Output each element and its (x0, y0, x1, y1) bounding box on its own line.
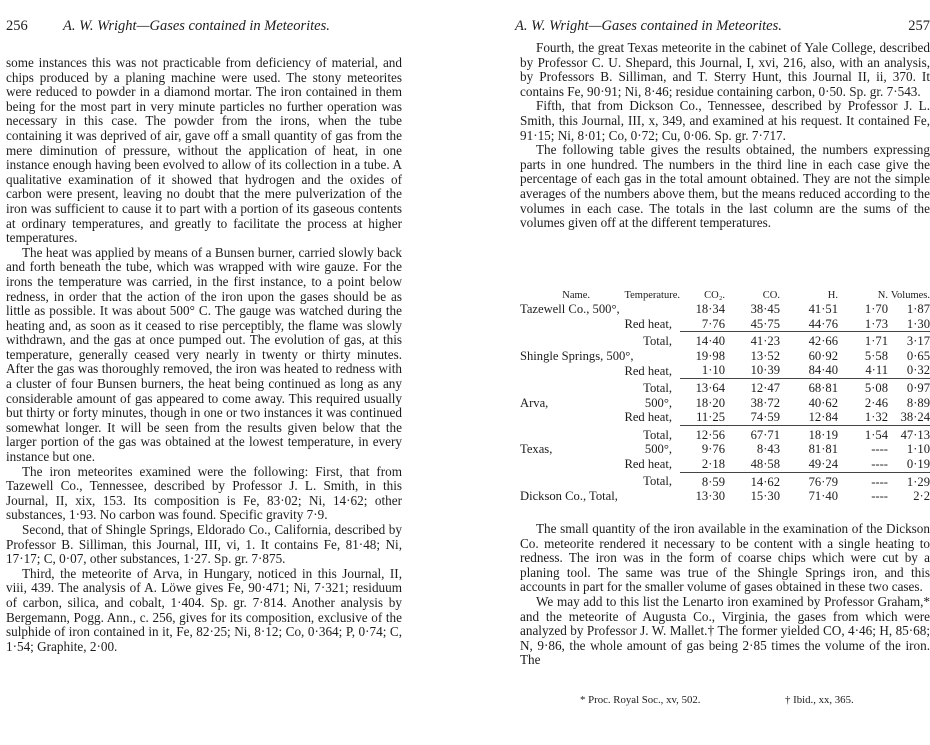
co2-cell: 2·18 (680, 457, 725, 472)
volumes-cell: 1·87 (906, 302, 930, 316)
meteorite-name-cell (520, 457, 590, 472)
running-title: A. W. Wright—Gases contained in Meteorites. (515, 18, 782, 34)
table-row (520, 442, 930, 457)
table-row (520, 396, 930, 411)
meteorite-name-cell (520, 317, 590, 332)
co-cell: 74·59 (725, 410, 780, 425)
n-cell: 5·08 (864, 380, 888, 395)
meteorite-name-cell (520, 378, 590, 395)
co2-cell: 18·20 (695, 395, 725, 410)
header-n: N. (877, 290, 888, 301)
right-page (515, 0, 930, 745)
volumes-cell: 47·13 (900, 427, 930, 442)
co-cell: 10·39 (725, 363, 780, 378)
header-co2: CO₂. (704, 290, 725, 301)
footnote: † Ibid., xx, 365. (785, 694, 854, 706)
temperature-cell: Red heat, (624, 410, 672, 425)
table-row (520, 378, 930, 395)
paragraph: Second, that of Shingle Springs, Eldorado Co., California, described by Professor B. Silliman, this Journal, III, vi, 1. It contains Fe, 81·48; Ni, 17·17; C, 0·07, other substances, 1·27. Sp. gr. 7·875. (6, 522, 402, 567)
co-cell: 15·30 (750, 489, 780, 504)
meteorite-name-cell: Tazewell Co., 500°, (520, 302, 620, 316)
co-cell: 41·23 (750, 334, 780, 349)
gas-results-table (520, 290, 930, 504)
n-cell: 2·46 (864, 395, 888, 410)
temperature-cell: 500°, (644, 442, 672, 457)
temperature-cell: 500°, (644, 395, 672, 410)
header-co: CO. (762, 290, 780, 301)
page-number: 256 (6, 18, 28, 34)
temperature-cell: Total, (643, 380, 672, 395)
header-volumes: Volumes. (890, 290, 930, 301)
h-cell: 60·92 (808, 348, 838, 363)
n-cell: ---- (871, 474, 888, 489)
temperature-cell: Red heat, (624, 316, 672, 331)
n-cell: ---- (871, 442, 888, 457)
h-cell: 49·24 (780, 457, 838, 472)
h-cell: 84·40 (780, 363, 838, 378)
n-cell: 4·11 (838, 363, 888, 378)
n-cell: 1·70 (864, 302, 888, 316)
meteorite-name-cell (520, 332, 590, 349)
co-cell: 48·58 (725, 457, 780, 472)
co2-cell: 7·76 (680, 317, 725, 332)
running-head-right (515, 18, 930, 36)
n-cell: 1·32 (838, 410, 888, 425)
meteorite-name-cell: Texas, (520, 442, 553, 457)
table-row (520, 302, 930, 317)
page-number: 257 (908, 18, 930, 34)
running-head-left (6, 18, 458, 36)
paragraph: The small quantity of the iron available in the examination of the Dickson Co. meteorite rendered it necessary to be content with a single heating to redness. The iron was in the form of coarse chips which were cut by a planing tool. The same was true of the Shingle Springs iron, and this accounts in part for the smaller volume of gases obtained in these two cases. (520, 521, 930, 595)
meteorite-name-cell (520, 425, 590, 442)
co2-cell: 8·59 (701, 474, 725, 489)
co-cell: 45·75 (725, 317, 780, 332)
left-page (6, 0, 458, 745)
h-cell: 81·81 (808, 442, 838, 457)
table-row (520, 425, 930, 442)
co-cell: 67·71 (750, 427, 780, 442)
h-cell: 12·84 (780, 410, 838, 425)
table-row (520, 489, 930, 504)
right-body-text-bottom (520, 522, 930, 668)
header-name: Name. (562, 290, 590, 301)
table-row (520, 317, 930, 332)
footnote: * Proc. Royal Soc., xv, 502. (580, 694, 701, 706)
temperature-cell: Total, (643, 333, 672, 348)
n-cell: 5·58 (864, 348, 888, 363)
h-cell: 41·51 (808, 302, 838, 316)
h-cell: 71·40 (808, 489, 838, 504)
co2-cell: 13·64 (695, 380, 725, 395)
table-row (520, 457, 930, 472)
n-cell: 1·54 (864, 427, 888, 442)
table-row (520, 332, 930, 349)
paragraph: The following table gives the results obtained, the numbers expressing parts in one hundred. The numbers in the third line in each case give the percentage of each gas in the total amount obtained. They are not the simple averages of the numbers above them, but the means reduced according to the volumes in each case. The totals in the last column are the sums of the volumes given off at the different temperatures. (520, 142, 930, 231)
co-cell: 14·62 (750, 474, 780, 489)
co-cell: 38·45 (750, 302, 780, 316)
volumes-cell: 0·32 (888, 363, 930, 378)
paragraph: Fourth, the great Texas meteorite in the cabinet of Yale College, described by Professor C. U. Shepard, this Journal, I, xvi, 216, also, with an analysis, by Professors B. Silliman, and T. Sterry Hunt, this Journal II, ii, 370. It contains Fe, 90·91; Ni, 8·46; residue containing carbon, 0·50. Sp. gr. 7·543. (520, 40, 930, 99)
h-cell: 18·19 (808, 427, 838, 442)
co2-cell: 1·10 (680, 363, 725, 378)
volumes-cell: 38·24 (888, 410, 930, 425)
meteorite-name-cell: Arva, (520, 395, 549, 410)
meteorite-name-cell (520, 363, 590, 378)
co2-cell: 14·40 (695, 334, 725, 349)
temperature-cell: Total, (643, 427, 672, 442)
header-h: H. (827, 290, 838, 301)
running-title: A. W. Wright—Gases contained in Meteorites. (63, 18, 330, 34)
n-cell: 1·71 (864, 334, 888, 349)
left-body-text (6, 56, 402, 654)
temperature-cell: Red heat, (624, 457, 672, 472)
n-cell: 1·73 (838, 317, 888, 332)
meteorite-name-cell: Shingle Springs, 500°, (520, 348, 634, 363)
co2-cell: 12·56 (695, 427, 725, 442)
co-cell: 13·52 (750, 348, 780, 363)
volumes-cell: 2·2 (913, 489, 930, 504)
h-cell: 42·66 (808, 334, 838, 349)
volumes-cell: 1·10 (906, 442, 930, 457)
meteorite-name-cell (520, 472, 590, 489)
paragraph: some instances this was not practicable from deficiency of material, and chips produced by a planing machine were used. The stony meteorites were reduced to powder in a diamond mortar. The iron contained in them being for the most part in very minute particles no further operation was necessary in this case. The powder from the irons, when the tube containing it was deprived of air, gave off a small quantity of gas from the mere diminution of pressure, without the application of heat, in one instance enough having been evolved to allow of its collection in a tube. A qualitative examination of it showed that hydrogen and the oxides of carbon were present, leaving no doubt that the mere pulverization of the iron was sufficient to cause it to part with a portion of its gaseous contents at ordinary temperatures, and greatly to facilitate the process at higher temperatures. (6, 55, 402, 246)
co2-cell: 18·34 (695, 302, 725, 316)
table-row (520, 472, 930, 489)
co2-cell: 11·25 (680, 410, 725, 425)
paragraph: Fifth, that from Dickson Co., Tennessee, described by Professor J. L. Smith, this Journal, III, x, 349, and examined at his request. It contained Fe, 91·15; Ni, 8·01; Co, 0·72; Cu, 0·06. Sp. gr. 7·717. (520, 98, 930, 143)
co2-cell: 9·76 (701, 442, 725, 457)
table-body (520, 302, 930, 504)
paragraph: Third, the meteorite of Arva, in Hungary, noticed in this Journal, II, viii, 439. The analysis of A. Löwe gives Fe, 90·471; Ni, 7·321; residuum of carbon, silica, and cobalt, 1·404. Sp. gr. 7·814. Another analysis by Bergemann, Pogg. Ann., c. 256, gives for its composition, exclusive of the sulphide of iron contained in it, Fe, 82·25; Ni, 8·12; Co, 0·364; P, 0·74; C, 1·54; Graphite, 2·00. (6, 565, 402, 654)
h-cell: 68·81 (808, 380, 838, 395)
table-row (520, 410, 930, 425)
temperature-cell: Red heat, (624, 363, 672, 378)
co-cell: 12·47 (750, 380, 780, 395)
volumes-cell: 0·65 (906, 348, 930, 363)
paragraph: The heat was applied by means of a Bunsen burner, carried slowly back and forth beneath the tube, which was wrapped with wire gauze. For the irons the temperature was carried, in the first instance, to a point below redness, in order that the action of the iron upon the gases should be as little as possible. It was about 500° C. The gauge was watched during the heating and, as soon as it ceased to rise perceptibly, the flame was slowly withdrawn, and the gas at once pumped out. The evolution of gas, at this temperature, generally ceased very nearly in twenty or thirty minutes. After the gas was thoroughly removed, the iron was heated to redness with a cluster of four Bunsen burners, the heat being continued as long as any considerable amount of gas appeared to come away. This required usually but thirty or forty minutes, though in one or two instances it was continued somewhat longer. It will be seen from the results given below that the larger portion of the gas was obtained at the lowest temperature, in every instance but one. (6, 244, 402, 465)
volumes-cell: 8·89 (906, 395, 930, 410)
n-cell: ---- (838, 457, 888, 472)
h-cell: 44·76 (780, 317, 838, 332)
co2-cell: 13·30 (695, 489, 725, 504)
volumes-cell: 1·29 (906, 474, 930, 489)
volumes-cell: 0·19 (888, 457, 930, 472)
volumes-cell: 1·30 (888, 317, 930, 332)
volumes-cell: 0·97 (906, 380, 930, 395)
volumes-cell: 3·17 (906, 334, 930, 349)
header-temperature: Temperature. (624, 290, 680, 301)
table-row (520, 349, 930, 364)
right-body-text-top (520, 41, 930, 231)
co-cell: 38·72 (750, 395, 780, 410)
n-cell: ---- (871, 489, 888, 504)
meteorite-name-cell: Dickson Co., Total, (520, 489, 618, 504)
paragraph: We may add to this list the Lenarto iron examined by Professor Graham,* and the meteorite of Augusta Co., Virginia, the gases from which were analyzed by Professor J. W. Mallet.† The former yielded CO, 4·46; H, 85·68; N, 9·86, the whole amount of gas being 2·85 times the volume of the iron. The (520, 593, 930, 668)
h-cell: 40·62 (808, 395, 838, 410)
co-cell: 8·43 (756, 442, 780, 457)
paragraph: The iron meteorites examined were the following: First, that from Tazewell Co., Tennessee, described by Professor J. L. Smith, in this Journal, II, xix, 153. Its composition is Fe, 83·02; Ni, 14·62; other substances, 1·93. No carbon was found. Specific gravity 7·9. (6, 463, 402, 523)
table-header-row (520, 290, 930, 302)
meteorite-name-cell (520, 410, 590, 425)
temperature-cell: Total, (643, 474, 672, 489)
co2-cell: 19·98 (695, 348, 725, 363)
table-row (520, 363, 930, 378)
h-cell: 76·79 (808, 474, 838, 489)
